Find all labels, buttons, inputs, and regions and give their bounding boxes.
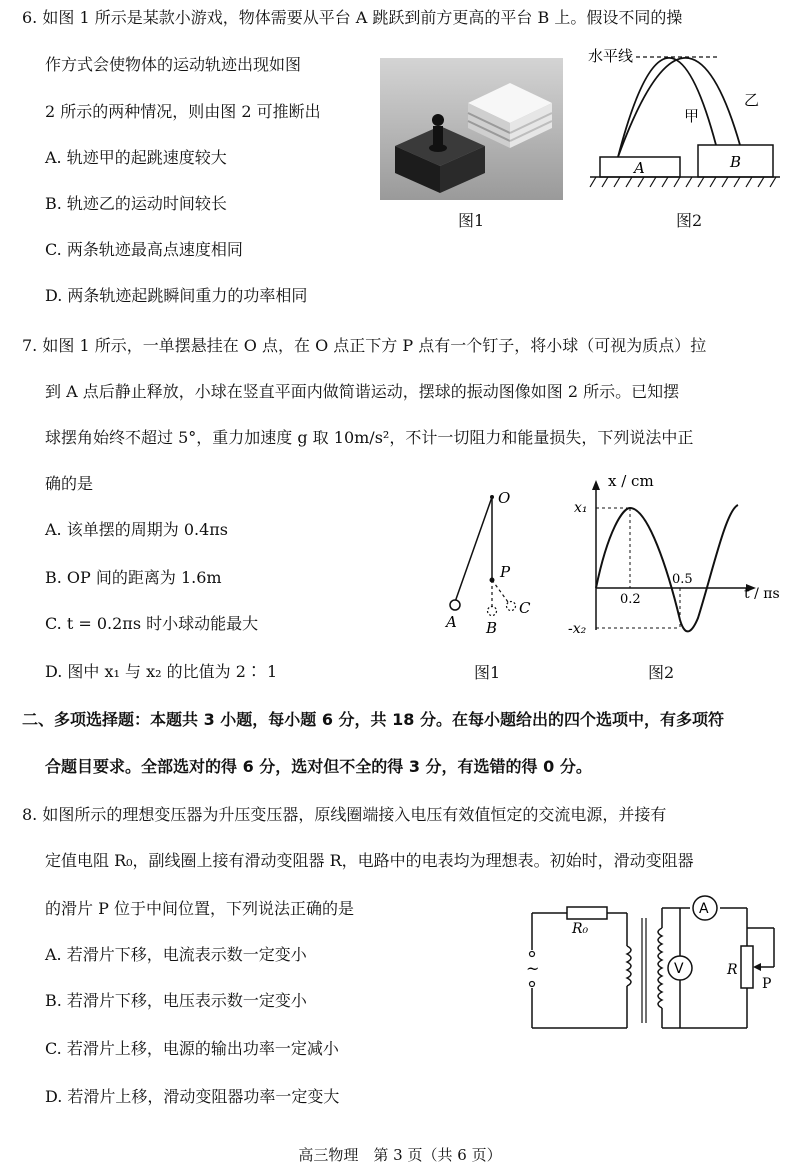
q8-option-c: C. 若滑片上移，电源的输出功率一定减小 (45, 1039, 339, 1058)
label-jia: 甲 (684, 107, 700, 125)
voltmeter-label: V (674, 961, 684, 977)
q7-option-a: A. 该单摆的周期为 0.4πs (45, 520, 228, 539)
q7-fig2-graph (568, 470, 798, 645)
q7-stem-line-1: 7. 如图 1 所示，一单摆悬挂在 O 点，在 O 点正下方 P 点有一个钉子，将小球（可视为质点）拉 (22, 336, 707, 355)
q6-fig2-diagram (588, 45, 788, 215)
label-y-axis: x / cm (608, 472, 654, 490)
ball-c (507, 602, 516, 611)
string-to-a (455, 497, 492, 602)
q6-fig1-game-image (380, 58, 563, 200)
q8-option-a: A. 若滑片下移，电流表示数一定变小 (45, 945, 307, 964)
q6-fig1-caption: 图1 (458, 211, 485, 230)
section2-heading-line-2: 合题目要求。全部选对的得 6 分，选对但不全的得 3 分，有选错的得 0 分。 (45, 757, 592, 776)
q7-fig1-caption: 图1 (474, 663, 501, 682)
q8-circuit-diagram (522, 898, 782, 1038)
label-r0: R₀ (572, 921, 589, 937)
tick-0-5: 0.5 (672, 572, 693, 587)
q6-option-a: A. 轨迹甲的起跳速度较大 (45, 148, 227, 167)
label-p: P (500, 563, 511, 581)
secondary-coil (658, 928, 662, 1008)
q6-stem-line-3: 2 所示的两种情况，则由图 2 可推断出 (45, 102, 321, 121)
q6-option-c: C. 两条轨迹最高点速度相同 (45, 240, 243, 259)
tick-0-2: 0.2 (620, 592, 641, 607)
q8-stem-line-2: 定值电阻 R₀，副线圈上接有滑动变阻器 R，电路中的电表均为理想表。初始时，滑动变阻器 (45, 851, 694, 870)
label-o: O (498, 489, 511, 507)
ground-hatching (590, 177, 776, 187)
section2-heading-line-1: 二、多项选择题：本题共 3 小题，每小题 6 分，共 18 分。在每小题给出的四个选项中，有多项符 (22, 710, 724, 729)
q6-stem-line-2: 作方式会使物体的运动轨迹出现如图 (45, 55, 302, 74)
ac-source-symbol: ~ (526, 959, 540, 978)
label-x1: x₁ (574, 500, 588, 516)
q8-stem-line-1: 8. 如图所示的理想变压器为升压变压器，原线圈端接入电压有效值恒定的交流电源，并接有 (22, 805, 667, 824)
q6-option-d: D. 两条轨迹起跳瞬间重力的功率相同 (45, 286, 308, 305)
q7-stem-line-2: 到 A 点后静止释放，小球在竖直平面内做简谐运动，摆球的振动图像如图 2 所示。已知摆 (45, 382, 680, 401)
label-c: C (519, 599, 531, 617)
q6-stem-line-1: 6. 如图 1 所示是某款小游戏，物体需要从平台 A 跳跃到前方更高的平台 B 上。假设不同的操 (22, 8, 683, 27)
page-footer: 高三物理 第 3 页（共 6 页） (298, 1146, 502, 1164)
label-a: A (634, 159, 645, 177)
label-x2: -x₂ (568, 621, 587, 637)
trajectory-jia (618, 58, 716, 157)
ammeter-label: A (699, 901, 709, 917)
q8-option-d: D. 若滑片上移，滑动变阻器功率一定变大 (45, 1087, 340, 1106)
label-yi: 乙 (744, 91, 760, 109)
q6-fig2-caption: 图2 (676, 211, 703, 230)
resistor-r0 (567, 907, 607, 919)
label-r: R (727, 962, 738, 978)
rheostat-r (741, 946, 753, 988)
q7-option-c: C. t = 0.2πs 时小球动能最大 (45, 614, 259, 633)
ball-b (488, 607, 497, 616)
vibration-curve (596, 505, 738, 631)
q6-option-b: B. 轨迹乙的运动时间较长 (45, 194, 227, 213)
slider-p-arrow (753, 963, 761, 971)
label-x-axis: t / πs (744, 586, 780, 602)
label-horizontal: 水平线 (588, 47, 634, 65)
primary-coil (627, 946, 631, 986)
label-a: A (446, 613, 457, 631)
label-b: B (730, 153, 742, 171)
label-p: P (762, 976, 772, 992)
q7-stem-line-4: 确的是 (45, 474, 94, 493)
q8-stem-line-3: 的滑片 P 位于中间位置，下列说法正确的是 (45, 899, 354, 918)
trajectory-yi (618, 58, 740, 157)
q7-option-d: D. 图中 x₁ 与 x₂ 的比值为 2∶ 1 (45, 662, 278, 681)
q7-option-b: B. OP 间的距离为 1.6m (45, 568, 222, 587)
ball-a (450, 600, 460, 610)
q8-option-b: B. 若滑片下移，电压表示数一定变小 (45, 991, 307, 1010)
label-b: B (486, 619, 498, 637)
q7-fig1-pendulum (440, 485, 540, 645)
q7-stem-line-3: 球摆角始终不超过 5°，重力加速度 g 取 10m/s²，不计一切阻力和能量损失，下列说法中正 (45, 428, 694, 447)
q7-fig2-caption: 图2 (648, 663, 675, 682)
